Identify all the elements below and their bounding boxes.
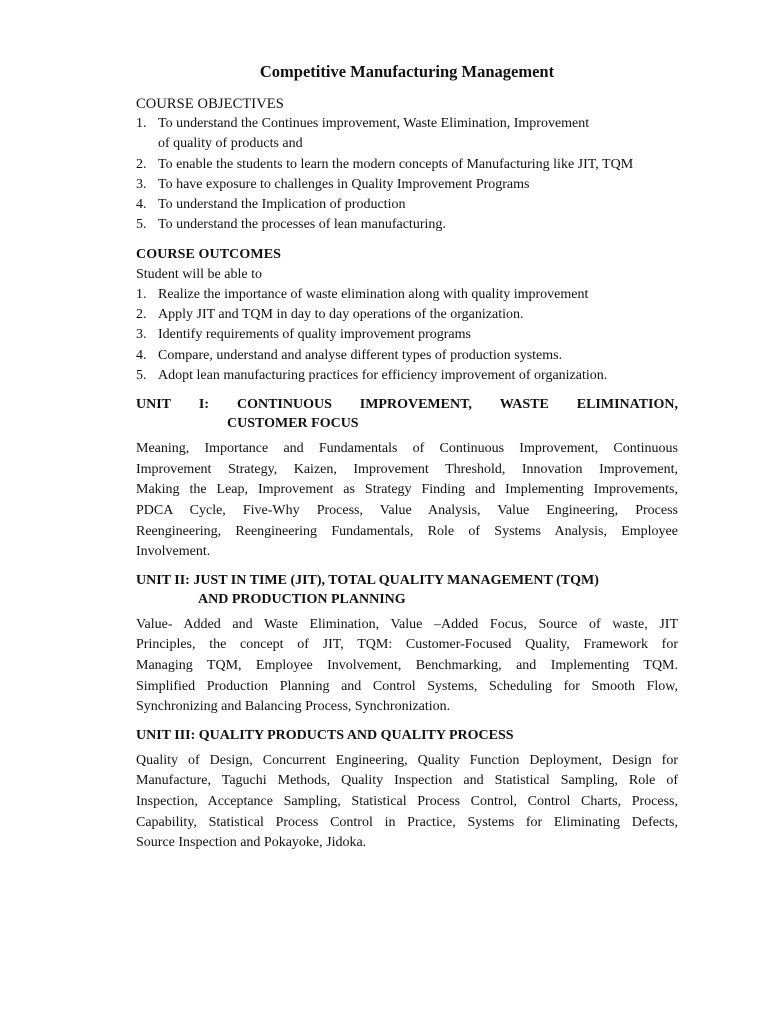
outcome-text: Adopt lean manufacturing practices for efficiency improvement of organization. (158, 367, 608, 383)
unit-1-heading (136, 395, 678, 433)
objective-item (136, 195, 678, 215)
unit-2-body-line: Value- Added and Waste Elimination, Value –Added Focus, Source of waste, JIT (136, 616, 678, 632)
unit-1-body (136, 439, 678, 563)
document-page (136, 62, 678, 862)
objective-text: To have exposure to challenges in Quality Improvement Programs (158, 176, 530, 192)
unit-2-body-line: Synchronizing and Balancing Process, Synchronization. (136, 699, 451, 715)
outcome-number: 4. (136, 347, 147, 363)
outcome-number: 5. (136, 367, 147, 383)
course-outcomes-heading: COURSE OUTCOMES (136, 246, 282, 262)
unit-3-body (136, 751, 678, 854)
outcome-text: Identify requirements of quality improvement programs (158, 327, 471, 343)
objective-text-continued: of quality of products and (158, 136, 303, 152)
objective-text: To understand the Implication of production (158, 197, 406, 213)
objective-number: 2. (136, 156, 147, 172)
unit-2-heading (136, 571, 678, 609)
unit-1-body-line: Improvement Strategy, Kaizen, Improvement Threshold, Innovation Improvement, (136, 461, 678, 477)
objective-text: To understand the processes of lean manufacturing. (158, 217, 446, 233)
unit-3-body-line: Manufacture, Taguchi Methods, Quality Inspection and Statistical Sampling, Role of (136, 773, 678, 789)
outcome-item (136, 305, 678, 325)
unit-1-body-line: Meaning, Importance and Fundamentals of Continuous Improvement, Continuous (136, 441, 678, 457)
objective-item (136, 215, 678, 235)
unit-3-heading-line1: UNIT III: QUALITY PRODUCTS AND QUALITY PROCESS (136, 727, 514, 743)
unit-1-heading-word: UNIT (136, 397, 172, 413)
unit-1-heading-line1 (136, 395, 678, 414)
objective-number: 3. (136, 176, 147, 192)
outcome-number: 1. (136, 286, 147, 302)
unit-1-heading-word: CONTINUOUS (236, 397, 332, 413)
unit-1-heading-word: I: (198, 397, 210, 413)
outcome-text: Compare, understand and analyse different types of production systems. (158, 347, 563, 363)
unit-1-heading-word: WASTE (499, 397, 549, 413)
objective-item (136, 155, 678, 175)
unit-1-heading-word: IMPROVEMENT, (359, 397, 472, 413)
outcomes-intro: Student will be able to (136, 266, 262, 282)
unit-1-heading-word: ELIMINATION, (576, 397, 678, 413)
objectives-list (136, 114, 678, 236)
unit-2-body-line: Managing TQM, Employee Involvement, Benchmarking, and Implementing TQM. (136, 658, 678, 674)
objective-number: 5. (136, 217, 147, 233)
outcome-number: 3. (136, 327, 147, 343)
objective-item (136, 114, 678, 155)
outcome-text: Realize the importance of waste elimination along with quality improvement (158, 286, 589, 302)
objective-text: To understand the Continues improvement, Waste Elimination, Improvement (158, 116, 590, 131)
unit-3-body-line: Quality of Design, Concurrent Engineering, Quality Function Deployment, Design for (136, 752, 678, 768)
unit-3-body-line: Source Inspection and Pokayoke, Jidoka. (136, 835, 367, 851)
unit-3-body-line: Capability, Statistical Process Control in Practice, Systems for Eliminating Defects, (136, 814, 678, 830)
unit-3-body-line: Inspection, Acceptance Sampling, Statistical Process Control, Control Charts, Process, (136, 793, 678, 809)
outcomes-list (136, 285, 678, 386)
objective-number: 4. (136, 197, 147, 213)
outcome-item (136, 346, 678, 366)
outcome-item (136, 325, 678, 345)
outcome-text: Apply JIT and TQM in day to day operations of the organization. (158, 307, 524, 323)
outcome-number: 2. (136, 307, 147, 323)
document-title: Competitive Manufacturing Management (259, 62, 555, 81)
outcome-item (136, 285, 678, 305)
unit-2-heading-line1: UNIT II: JUST IN TIME (JIT), TOTAL QUALITY MANAGEMENT (TQM) (136, 572, 599, 588)
unit-1-body-line: Involvement. (136, 544, 211, 560)
unit-1-body-line: Making the Leap, Improvement as Strategy Finding and Implementing Improvements, (136, 482, 678, 498)
unit-3-heading (136, 726, 678, 745)
unit-1-body-line: PDCA Cycle, Five-Why Process, Value Analysis, Value Engineering, Process (136, 503, 678, 519)
objective-number: 1. (136, 116, 147, 131)
unit-1-heading-line2: CUSTOMER FOCUS (227, 416, 359, 432)
unit-2-heading-line2: AND PRODUCTION PLANNING (198, 591, 406, 607)
unit-2-body (136, 615, 678, 718)
objective-item (136, 175, 678, 195)
objective-text: To enable the students to learn the modern concepts of Manufacturing like JIT, TQM (158, 156, 634, 172)
outcome-item (136, 366, 678, 386)
unit-2-body-line: Principles, the concept of JIT, TQM: Customer-Focused Quality, Framework for (136, 637, 678, 653)
course-objectives-heading: COURSE OBJECTIVES (136, 96, 284, 112)
unit-2-body-line: Simplified Production Planning and Control Systems, Scheduling for Smooth Flow, (136, 678, 678, 694)
unit-1-body-line: Reengineering, Reengineering Fundamentals, Role of Systems Analysis, Employee (136, 523, 678, 539)
